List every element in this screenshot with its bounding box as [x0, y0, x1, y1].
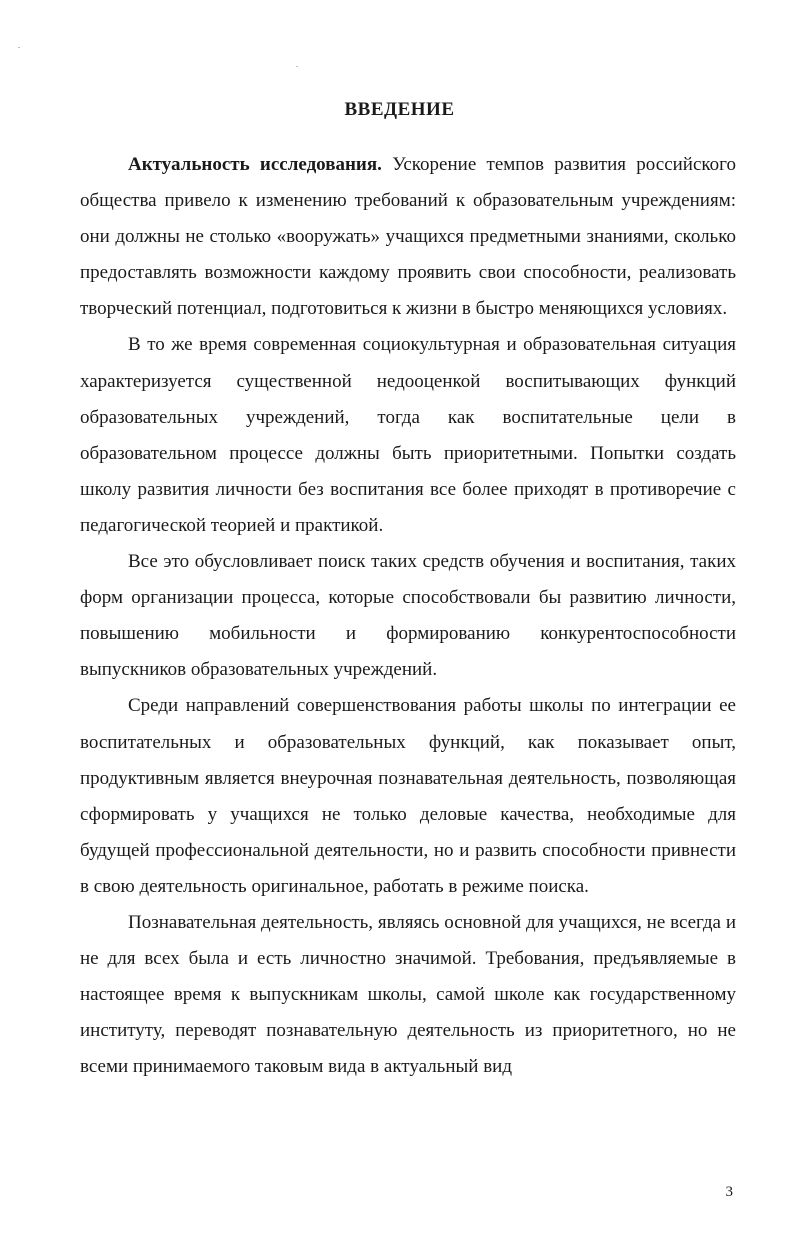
scan-speck	[18, 47, 20, 48]
scan-speck	[296, 66, 298, 67]
paragraph-directions: Среди направлений совершенствования работы школы по интеграции ее воспитательных и образовательных функций, как показывает опыт, продуктивным является внеурочная познавательная деятельность, позволяющая сформировать у учащихся не только деловые качества, необходимые для будущей профессиональной деятельности, но и развить способности привнести в свою деятельность оригинальное, работать в режиме поиска.	[80, 695, 736, 897]
paragraph-situation: В то же время современная социокультурная и образовательная ситуация характеризуется существенной недооценкой воспитывающих функций образовательных учреждений, тогда как воспитательные цели в образовательном процессе должны быть приоритетными. Попытки создать школу развития личности без воспитания все более приходят в противоречие с педагогической теорией и практикой.	[80, 334, 736, 536]
page-number: 3	[725, 1184, 733, 1200]
paragraph-lead: Актуальность исследования.	[128, 154, 382, 175]
paragraph-actuality	[80, 147, 736, 327]
document-body	[80, 147, 736, 1085]
paragraph-cognitive-activity: Познавательная деятельность, являясь основной для учащихся, не всегда и не для всех была и есть личностно значимой. Требования, предъявляемые в настоящее время к выпускникам школы, самой школе как государственному институту, переводят познавательную деятельность из приоритетного, но не всеми принимаемого таковым вида в актуальный вид	[80, 911, 736, 1078]
document-title: ВВЕДЕНИЕ	[344, 99, 455, 120]
paragraph-means: Все это обусловливает поиск таких средств обучения и воспитания, таких форм организации процесса, которые способствовали бы развитию личности, повышению мобильности и формированию конкурентоспособности выпускников образовательных учреждений.	[80, 551, 736, 681]
paragraph-text: Ускорение темпов развития российского общества привело к изменению требований к образовательным учреждениям: они должны не столько «вооружать» учащихся предметными знаниями, сколько предоставлять возможности каждому проявить свои способности, реализовать творческий потенциал, подготовиться к жизни в быстро меняющихся условиях.	[80, 154, 736, 320]
